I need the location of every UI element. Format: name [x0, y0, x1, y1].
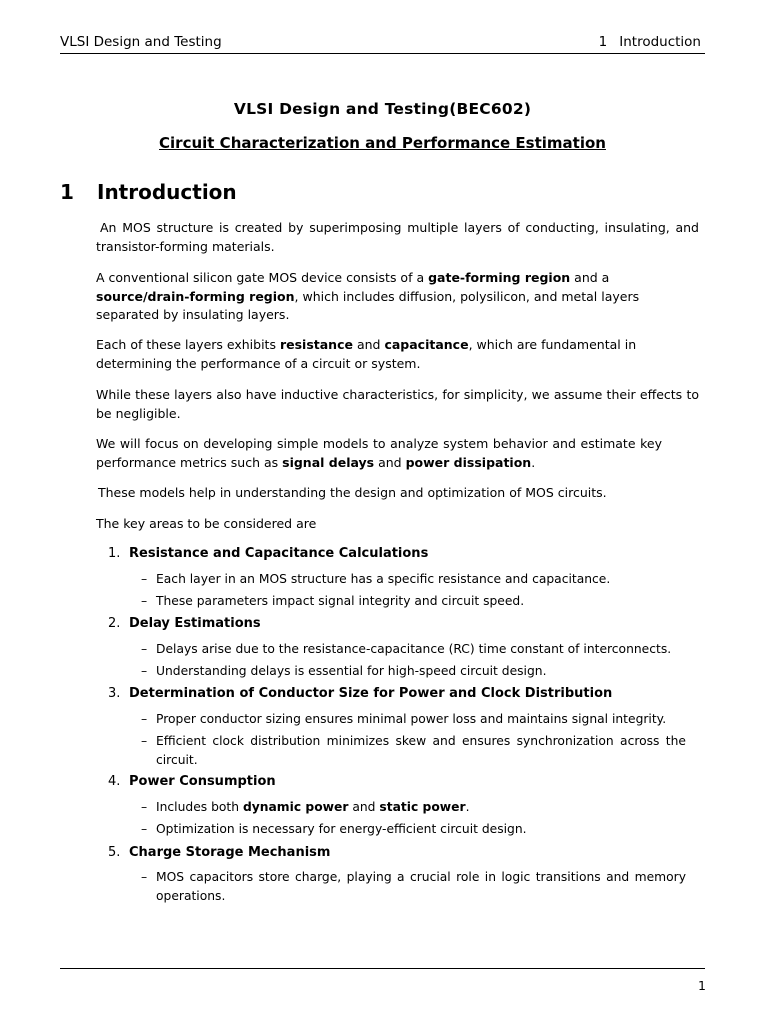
bullet-text-a: Includes both	[156, 800, 243, 814]
list-item-title-text: Resistance and Capacitance Calculations	[129, 546, 429, 561]
list-bullet	[141, 732, 686, 769]
paragraph-5	[96, 435, 662, 472]
section-title: Introduction	[97, 180, 237, 204]
bullet-dash: –	[141, 642, 148, 656]
list-item-title	[108, 686, 612, 701]
paragraph-3-text-b: and	[352, 337, 385, 352]
page-number: 1	[698, 978, 706, 993]
bullet-text: Delays arise due to the resistance-capacitance (RC) time constant of interconnects.	[156, 642, 672, 656]
paragraph-2	[96, 269, 656, 325]
bullet-dash: –	[141, 712, 148, 726]
header-section-title: Introduction	[619, 34, 701, 50]
bullet-bold-b: static power	[379, 800, 466, 814]
header-section	[599, 34, 701, 50]
list-item-title-text: Delay Estimations	[129, 616, 261, 631]
list-item-title	[108, 845, 330, 860]
list-bullet	[141, 592, 686, 611]
header-section-number: 1	[598, 34, 608, 50]
paragraph-1: An MOS structure is created by superimposing multiple layers of conducting, insulating, and transistor-forming materials.	[96, 220, 699, 254]
paragraph-5-bold-a: signal delays	[282, 454, 375, 470]
bullet-dash: –	[141, 594, 148, 608]
paragraph-2-bold-b: source/drain-forming region	[96, 288, 295, 304]
list-bullet	[141, 868, 686, 905]
bullet-text-c: .	[465, 800, 470, 814]
bullet-dash: –	[141, 664, 148, 678]
list-item-title-text: Charge Storage Mechanism	[129, 845, 331, 860]
list-bullet	[141, 662, 686, 681]
bullet-text: These parameters impact signal integrity and circuit speed.	[156, 594, 525, 608]
bullet-dash: –	[141, 572, 148, 586]
section-number: 1	[60, 180, 74, 204]
list-item-title	[108, 616, 261, 631]
header-document-title: VLSI Design and Testing	[60, 34, 222, 50]
list-bullet	[141, 820, 686, 839]
bullet-text	[156, 798, 686, 817]
list-bullet	[141, 798, 686, 817]
paragraph-2-text-c: , which includes diffusion, polysilicon, and metal layers separated by insulating layers.	[96, 288, 640, 322]
document-subtitle: Circuit Characterization and Performance Estimation	[159, 134, 606, 152]
paragraph-6: These models help in understanding the design and optimization of MOS circuits.	[98, 485, 607, 500]
paragraph-3-bold-b: capacitance	[384, 337, 469, 352]
list-bullet	[141, 570, 686, 589]
paragraph-4: While these layers also have inductive characteristics, for simplicity, we assume their effects to be negligible.	[96, 387, 699, 421]
section-heading	[60, 180, 237, 204]
paragraph-5-text-c: .	[531, 454, 536, 470]
paragraph-7: The key areas to be considered are	[96, 516, 317, 531]
bullet-text-b: and	[348, 800, 380, 814]
list-item-number: 4.	[108, 774, 121, 789]
paragraph-3	[96, 336, 656, 373]
list-bullet	[141, 640, 686, 659]
bullet-dash: –	[141, 800, 148, 814]
paragraph-3-text-a: Each of these layers exhibits	[96, 337, 280, 352]
document-title: VLSI Design and Testing(BEC602)	[233, 100, 532, 118]
bullet-dash: –	[141, 870, 148, 884]
list-item-number: 3.	[108, 686, 121, 701]
bullet-text: Understanding delays is essential for high-speed circuit design.	[156, 664, 547, 678]
list-item-title-text: Determination of Conductor Size for Power and Clock Distribution	[129, 686, 613, 701]
paragraph-2-text-b: and a	[570, 270, 610, 285]
footer-rule	[60, 968, 705, 969]
list-item-number: 5.	[108, 845, 121, 860]
list-item-number: 1.	[108, 546, 121, 561]
bullet-dash: –	[141, 822, 148, 836]
paragraph-3-text-c: , which are fundamental in determining the performance of a circuit or system.	[96, 337, 637, 371]
paragraph-2-text-a: A conventional silicon gate MOS device consists of a	[96, 270, 429, 285]
bullet-bold-a: dynamic power	[242, 800, 349, 814]
bullet-text: Each layer in an MOS structure has a specific resistance and capacitance.	[156, 572, 611, 586]
running-header	[60, 33, 705, 54]
list-item-title	[108, 546, 428, 561]
bullet-text: Efficient clock distribution minimizes skew and ensures synchronization across the circuit.	[156, 734, 686, 767]
bullet-dash: –	[141, 734, 148, 748]
bullet-text: Proper conductor sizing ensures minimal power loss and maintains signal integrity.	[156, 712, 667, 726]
bullet-text: Optimization is necessary for energy-efficient circuit design.	[156, 822, 527, 836]
paragraph-2-bold-a: gate-forming region	[428, 270, 571, 285]
paragraph-3-bold-a: resistance	[279, 337, 353, 352]
list-bullet	[141, 710, 686, 729]
list-item-title	[108, 774, 276, 789]
list-item-number: 2.	[108, 616, 121, 631]
list-item-title-text: Power Consumption	[129, 774, 276, 789]
paragraph-5-bold-b: power dissipation	[405, 454, 532, 470]
paragraph-5-text-a: We will focus on developing simple models to analyze system behavior and estimate key performance metrics such as	[96, 436, 662, 470]
paragraph-5-text-b: and	[374, 454, 406, 470]
bullet-text: MOS capacitors store charge, playing a crucial role in logic transitions and memory operations.	[156, 870, 686, 903]
